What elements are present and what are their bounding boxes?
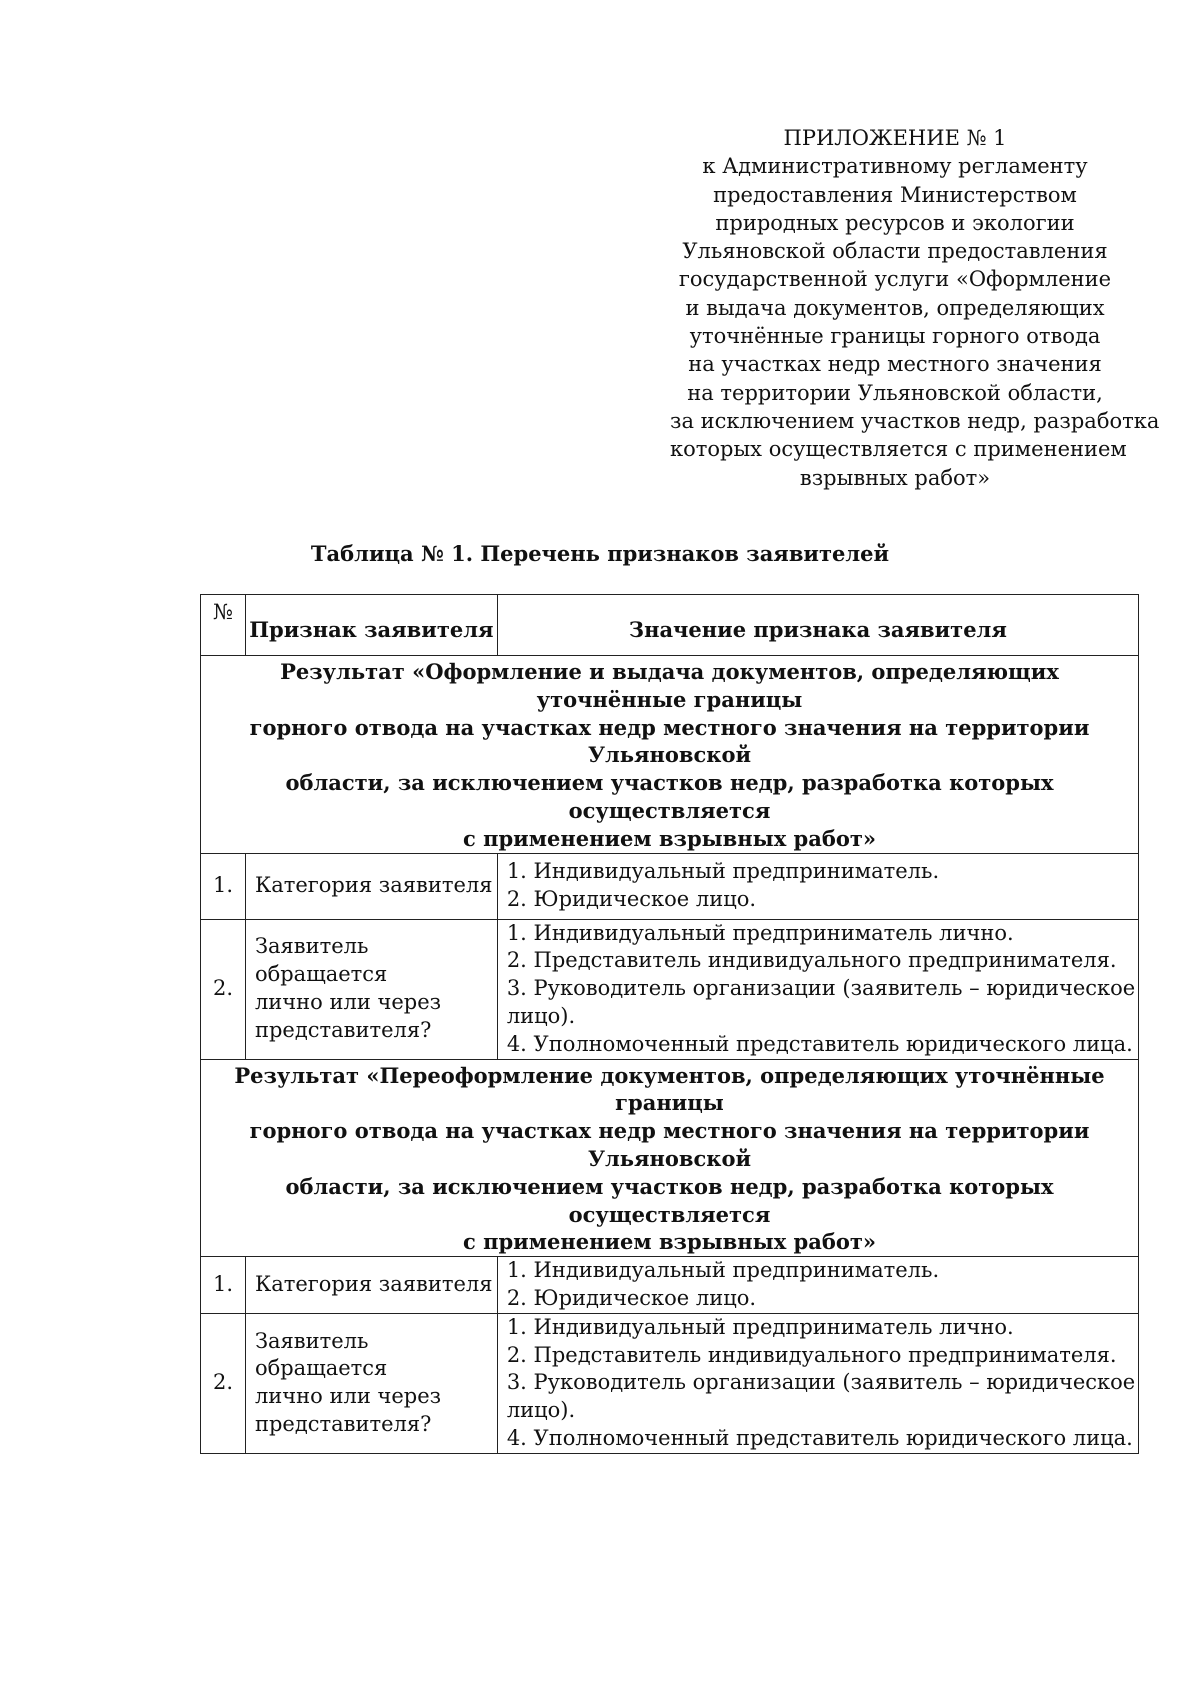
value-line: 3. Руководитель организации (заявитель – юридическое — [506, 1370, 1136, 1395]
result-cell — [201, 1059, 1139, 1257]
appendix-line: предоставления Министерством — [713, 182, 1077, 207]
value-line: 1. Индивидуальный предприниматель. — [506, 859, 940, 884]
value-line: 1. Индивидуальный предприниматель лично. — [506, 1314, 1014, 1339]
appendix-line: природных ресурсов и экологии — [715, 210, 1075, 235]
result-line: Результат «Переоформление документов, определяющих уточнённые границы — [234, 1062, 1105, 1116]
header-value: Значение признака заявителя — [497, 595, 1138, 656]
attribute-line: лично или через — [254, 990, 442, 1015]
row-attribute — [245, 1257, 497, 1314]
table-title: Таблица № 1. Перечень признаков заявителей — [310, 541, 890, 566]
value-line: 1. Индивидуальный предприниматель. — [506, 1258, 940, 1283]
table-row — [201, 919, 1139, 1059]
header-num: № — [201, 595, 246, 656]
value-line: 2. Юридическое лицо. — [506, 887, 757, 912]
row-num: 2. — [201, 919, 246, 1059]
appendix-line: взрывных работ» — [799, 465, 991, 490]
appendix-heading — [670, 124, 1160, 492]
applicant-features-table — [200, 594, 1139, 1454]
value-line: 4. Уполномоченный представитель юридического лица. — [506, 1031, 1133, 1056]
result-line: области, за исключением участков недр, разработка которых осуществляется — [285, 770, 1054, 823]
row-value — [497, 853, 1138, 919]
table-header-row — [201, 595, 1139, 656]
value-line: 4. Уполномоченный представитель юридического лица. — [506, 1425, 1133, 1450]
result-line: горного отвода на участках недр местного значения на территории Ульяновской — [249, 714, 1090, 768]
result-cell — [201, 656, 1139, 854]
header-attribute: Признак заявителя — [245, 595, 497, 656]
row-value — [497, 1257, 1138, 1314]
attribute-line: Категория заявителя — [254, 873, 493, 898]
row-num: 1. — [201, 853, 246, 919]
attribute-line: Категория заявителя — [254, 1272, 493, 1297]
appendix-line: на территории Ульяновской области, — [687, 380, 1103, 405]
attribute-line: представителя? — [254, 1412, 432, 1437]
row-value — [497, 919, 1138, 1059]
value-line: лицо). — [506, 1398, 576, 1423]
result-line: с применением взрывных работ» — [463, 825, 876, 851]
appendix-line: которых осуществляется с применением — [670, 437, 1127, 462]
appendix-line: за исключением участков недр, разработка — [670, 408, 1160, 433]
result-row-2 — [201, 1059, 1139, 1257]
result-line: с применением взрывных работ» — [463, 1229, 876, 1255]
attribute-line: Заявитель обращается — [254, 1328, 388, 1381]
value-line: 2. Представитель индивидуального предпринимателя. — [506, 948, 1117, 973]
value-line: лицо). — [506, 1003, 576, 1028]
result-row-1 — [201, 656, 1139, 854]
row-num: 1. — [201, 1257, 246, 1314]
row-num: 2. — [201, 1313, 246, 1453]
appendix-line: ПРИЛОЖЕНИЕ № 1 — [783, 126, 1007, 150]
result-line: области, за исключением участков недр, разработка которых осуществляется — [285, 1173, 1054, 1227]
value-line: 3. Руководитель организации (заявитель – юридическое — [506, 976, 1136, 1001]
value-line: 1. Индивидуальный предприниматель лично. — [506, 920, 1014, 945]
attribute-line: Заявитель обращается — [254, 934, 388, 987]
appendix-line: уточнённые границы горного отвода — [689, 324, 1101, 349]
result-line: горного отвода на участках недр местного значения на территории Ульяновской — [249, 1118, 1090, 1171]
table-row — [201, 1257, 1139, 1314]
table-row — [201, 853, 1139, 919]
row-value — [497, 1313, 1138, 1453]
row-attribute — [245, 853, 497, 919]
result-line: Результат «Оформление и выдача документов, определяющих уточнённые границы — [280, 659, 1059, 712]
value-line: 2. Юридическое лицо. — [506, 1285, 757, 1310]
attribute-line: представителя? — [254, 1017, 432, 1042]
appendix-line: к Административному регламенту — [702, 154, 1088, 179]
appendix-line: на участках недр местного значения — [688, 352, 1102, 377]
table-row — [201, 1313, 1139, 1453]
row-attribute — [245, 919, 497, 1059]
attribute-line: лично или через — [254, 1384, 442, 1409]
appendix-line: государственной услуги «Оформление — [678, 267, 1112, 292]
row-attribute — [245, 1313, 497, 1453]
value-line: 2. Представитель индивидуального предпринимателя. — [506, 1342, 1117, 1367]
appendix-line: и выдача документов, определяющих — [685, 295, 1105, 320]
appendix-line: Ульяновской области предоставления — [682, 239, 1108, 264]
